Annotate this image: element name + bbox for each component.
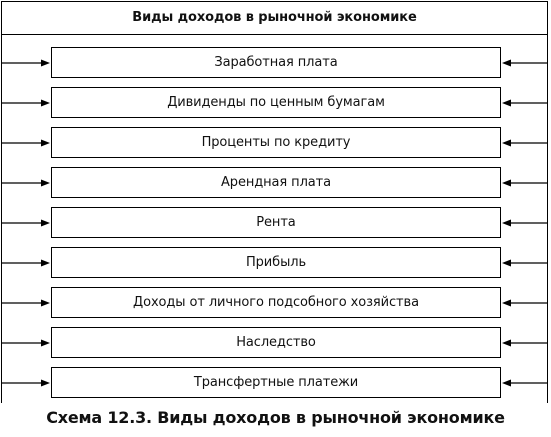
left-arrow-icon — [0, 258, 52, 268]
left-arrow-icon — [0, 58, 52, 68]
income-item-box: Проценты по кредиту — [51, 127, 501, 158]
left-arrow-icon — [0, 218, 52, 228]
left-arrow-icon — [0, 98, 52, 108]
income-item-box: Арендная плата — [51, 167, 501, 198]
income-item-box: Трансфертные платежи — [51, 367, 501, 398]
right-arrow-icon — [501, 138, 551, 148]
left-arrow-icon — [0, 138, 52, 148]
income-item-box: Прибыль — [51, 247, 501, 278]
income-item-box: Дивиденды по ценным бумагам — [51, 87, 501, 118]
right-arrow-icon — [501, 98, 551, 108]
left-arrow-icon — [0, 298, 52, 308]
right-arrow-icon — [501, 178, 551, 188]
right-arrow-icon — [501, 218, 551, 228]
income-item-box: Рента — [51, 207, 501, 238]
left-arrow-icon — [0, 178, 52, 188]
left-arrow-icon — [0, 338, 52, 348]
income-item-box: Доходы от личного подсобного хозяйства — [51, 287, 501, 318]
diagram-header: Виды доходов в рыночной экономике — [1, 1, 548, 35]
right-arrow-icon — [501, 258, 551, 268]
diagram-caption: Схема 12.3. Виды доходов в рыночной экономике — [46, 408, 505, 427]
right-arrow-icon — [501, 338, 551, 348]
left-arrow-icon — [0, 378, 52, 388]
right-arrow-icon — [501, 378, 551, 388]
right-arrow-icon — [501, 298, 551, 308]
right-arrow-icon — [501, 58, 551, 68]
income-item-box: Заработная плата — [51, 47, 501, 78]
income-item-box: Наследство — [51, 327, 501, 358]
